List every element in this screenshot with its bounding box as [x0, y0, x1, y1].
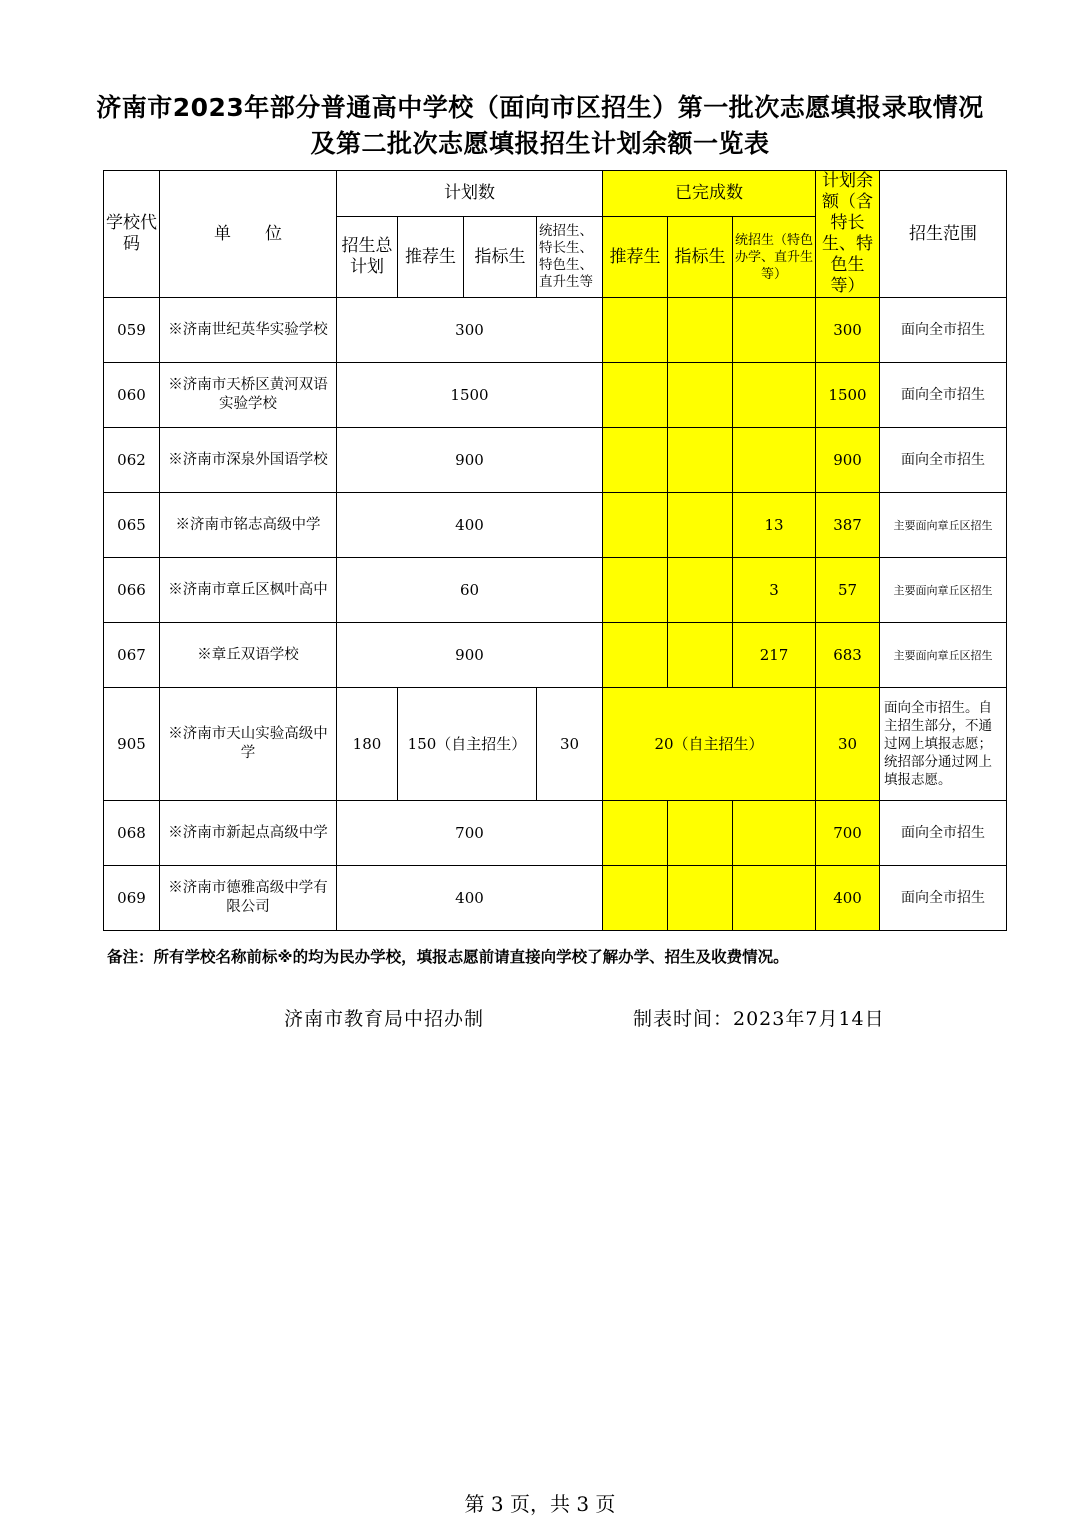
plan-count: 1500 [337, 363, 603, 428]
plan-count: 700 [337, 801, 603, 866]
header-done-unified: 统招生（特色办学、直升生等） [733, 217, 816, 298]
scope: 面向全市招生 [880, 428, 1007, 493]
done-quota [668, 623, 733, 688]
done-quota [668, 866, 733, 931]
header-unit: 单 位 [160, 171, 337, 298]
done-unified [733, 363, 816, 428]
scope: 主要面向章丘区招生 [880, 558, 1007, 623]
done-unified: 3 [733, 558, 816, 623]
school-code: 066 [104, 558, 160, 623]
scope: 面向全市招生。自主招生部分，不通过网上填报志愿；统招部分通过网上填报志愿。 [880, 688, 1007, 801]
done-recommend [603, 298, 668, 363]
header-done: 已完成数 [603, 171, 816, 217]
title-line-2: 及第二批次志愿填报招生计划余额一览表 [310, 129, 770, 158]
plan-count: 300 [337, 298, 603, 363]
remain-count: 387 [816, 493, 880, 558]
school-name: ※济南市德雅高级中学有限公司 [160, 866, 337, 931]
done-recommend [603, 801, 668, 866]
school-name: ※济南市深泉外国语学校 [160, 428, 337, 493]
remain-count: 900 [816, 428, 880, 493]
scope: 面向全市招生 [880, 298, 1007, 363]
school-code: 067 [104, 623, 160, 688]
plan-count: 900 [337, 428, 603, 493]
footnote: 备注：所有学校名称前标※的均为民办学校，填报志愿前请直接向学校了解办学、招生及收费情况。 [107, 948, 789, 966]
plan-quota: 30 [537, 688, 603, 801]
remain-count: 1500 [816, 363, 880, 428]
school-code: 060 [104, 363, 160, 428]
school-name: ※济南市章丘区枫叶高中 [160, 558, 337, 623]
remain-count: 400 [816, 866, 880, 931]
school-name: ※济南世纪英华实验学校 [160, 298, 337, 363]
done-recommend [603, 623, 668, 688]
school-code: 065 [104, 493, 160, 558]
header-scope: 招生范围 [880, 171, 1007, 298]
enrollment-table [103, 170, 1007, 931]
issuer: 济南市教育局中招办制 [284, 1008, 485, 1030]
school-code: 905 [104, 688, 160, 801]
done-unified [733, 428, 816, 493]
school-name: ※济南市天桥区黄河双语实验学校 [160, 363, 337, 428]
table-row-special [104, 688, 1007, 801]
done-recommend [603, 558, 668, 623]
school-name: ※济南市天山实验高级中学 [160, 688, 337, 801]
plan-total: 180 [337, 688, 398, 801]
school-name: ※章丘双语学校 [160, 623, 337, 688]
title-line-1: 济南市2023年部分普通高中学校（面向市区招生）第一批次志愿填报录取情况 [96, 93, 984, 122]
scope: 面向全市招生 [880, 801, 1007, 866]
plan-count: 60 [337, 558, 603, 623]
school-name: ※济南市铭志高级中学 [160, 493, 337, 558]
header-remain: 计划余额（含特长生、特色生等） [816, 171, 880, 298]
table-row [104, 801, 1007, 866]
school-code: 062 [104, 428, 160, 493]
header-plan-unified: 统招生、特长生、特色生、直升生等 [537, 217, 603, 298]
done-recommend [603, 493, 668, 558]
table-row [104, 558, 1007, 623]
remain-count: 300 [816, 298, 880, 363]
done-quota [668, 298, 733, 363]
done-unified [733, 866, 816, 931]
school-name: ※济南市新起点高级中学 [160, 801, 337, 866]
done-unified [733, 298, 816, 363]
remain-count: 57 [816, 558, 880, 623]
done-unified: 217 [733, 623, 816, 688]
done-quota [668, 493, 733, 558]
done-recommend [603, 363, 668, 428]
header-code: 学校代码 [104, 171, 160, 298]
school-code: 059 [104, 298, 160, 363]
done-recommend [603, 866, 668, 931]
header-plan: 计划数 [337, 171, 603, 217]
header-done-quota: 指标生 [668, 217, 733, 298]
table-row [104, 428, 1007, 493]
page-number: 第 3 页，共 3 页 [464, 1492, 616, 1516]
done-recommend [603, 428, 668, 493]
scope: 主要面向章丘区招生 [880, 623, 1007, 688]
done-count: 20（自主招生） [603, 688, 816, 801]
plan-count: 400 [337, 866, 603, 931]
table-row [104, 363, 1007, 428]
remain-count: 700 [816, 801, 880, 866]
done-unified: 13 [733, 493, 816, 558]
done-unified [733, 801, 816, 866]
done-quota [668, 363, 733, 428]
done-quota [668, 428, 733, 493]
header-done-recommend: 推荐生 [603, 217, 668, 298]
plan-count: 400 [337, 493, 603, 558]
table-row [104, 298, 1007, 363]
plan-recommend: 150（自主招生） [398, 688, 537, 801]
done-quota [668, 801, 733, 866]
table-row [104, 493, 1007, 558]
remain-count: 683 [816, 623, 880, 688]
header-plan-quota: 指标生 [464, 217, 537, 298]
school-code: 069 [104, 866, 160, 931]
table-row [104, 623, 1007, 688]
plan-count: 900 [337, 623, 603, 688]
scope: 面向全市招生 [880, 363, 1007, 428]
table-row [104, 866, 1007, 931]
done-quota [668, 558, 733, 623]
issue-date: 制表时间：2023年7月14日 [633, 1008, 885, 1030]
header-plan-total: 招生总计划 [337, 217, 398, 298]
header-plan-recommend: 推荐生 [398, 217, 464, 298]
scope: 主要面向章丘区招生 [880, 493, 1007, 558]
scope: 面向全市招生 [880, 866, 1007, 931]
remain-count: 30 [816, 688, 880, 801]
school-code: 068 [104, 801, 160, 866]
